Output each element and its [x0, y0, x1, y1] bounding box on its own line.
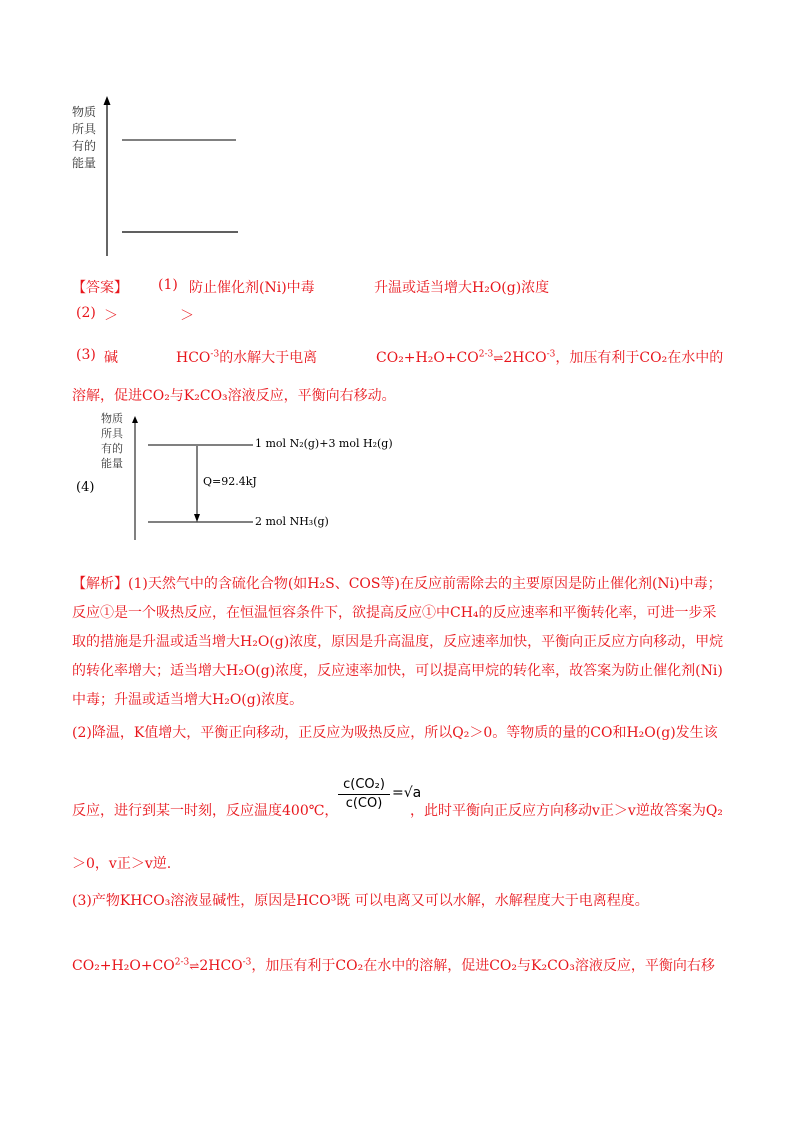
diagram2-top-label: 1 mol N₂(g)+3 mol H₂(g) — [255, 437, 393, 450]
ylabel-line: 物质 — [101, 412, 123, 425]
diagram2-ylabel — [101, 411, 123, 471]
q1-answer-b: 升温或适当增大H₂O(g)浓度 — [374, 280, 550, 296]
ylabel-line: 所具 — [72, 122, 97, 136]
ylabel-line: 所具 — [101, 427, 123, 440]
ylabel-line: 物质 — [72, 105, 97, 119]
analysis-paragraph-6: $CO_2+H_2O+CO^{2-3}\rightleftharpoons 2HCO^{-3}$，加压有利于CO₂在水中的溶解，促进CO₂与K₂CO₃溶液反应，平衡向右移 — [72, 957, 715, 974]
ratio-fraction — [338, 776, 422, 813]
fraction-numerator: c(CO₂) — [338, 776, 390, 795]
diagram1-ylabel — [72, 104, 96, 172]
q3-answer-a: 碱 — [104, 350, 118, 366]
q2-answer-a: ＞ — [104, 308, 118, 324]
fraction-denominator: c(CO) — [345, 796, 383, 811]
diagram1-axes — [100, 96, 250, 261]
q3-answer-b: $HCO^{-3}$的水解大于电离 — [176, 349, 318, 366]
analysis-paragraph-4: ＞0，v正＞v逆. — [72, 856, 172, 872]
q3-equation: $CO_2+H_2O+CO^{2-3}\rightleftharpoons 2HCO^{-3}$，加压有利于CO₂在水中的 — [376, 349, 724, 366]
answer-tag: 【答案】 — [72, 280, 128, 296]
analysis-paragraph-3b: ，此时平衡向正反应方向移动v正＞v逆故答案为Q₂ — [410, 803, 723, 819]
q2-number: (2) — [76, 305, 96, 321]
analysis-paragraph-2: (2)降温，K值增大，平衡正向移动，正反应为吸热反应，所以Q₂＞0。等物质的量的CO和H₂O(g)发生该 — [72, 725, 718, 741]
diagram2-q-label: Q=92.4kJ — [203, 475, 257, 488]
q4-number: (4) — [76, 480, 95, 495]
q3-number: (3) — [76, 347, 96, 363]
ylabel-line: 有的 — [72, 139, 97, 153]
q3-answer-line2: 溶解，促进CO₂与K₂CO₃溶液反应，平衡向右移动。 — [72, 388, 396, 404]
ylabel-line: 有的 — [101, 442, 123, 455]
analysis-paragraph-1: 【解析】(1)天然气中的含硫化合物(如H₂S、COS等)在反应前需除去的主要原因是防止催化剂(Ni)中毒；反应①是一个吸热反应，在恒温恒容条件下，欲提高反应①中CH₄的反应速率和平衡转化率，可进一步采取的措施是升温或适当增大H₂O(g)浓度，原因是升高温度，反应速率加快，平衡向正反应方向移动，甲烷的转化率增大；适当增大H₂O(g)浓度，反应速率加快，可以提高甲烷的转化率，故答案为防止催化剂(Ni)中毒；升温或适当增大H₂O(g)浓度。 — [72, 576, 724, 708]
q1-answer-a: 防止催化剂(Ni)中毒 — [189, 280, 315, 296]
ylabel-line: 能量 — [72, 156, 97, 170]
q2-answer-b: ＞ — [180, 308, 194, 324]
diagram2-bottom-label: 2 mol NH₃(g) — [255, 515, 329, 528]
q1-number: (1) — [158, 277, 178, 293]
analysis-paragraph-5: (3)产物KHCO₃溶液显碱性，原因是HCO³既 可以电离又可以水解，水解程度大于电离程度。 — [72, 893, 649, 909]
ylabel-line: 能量 — [101, 457, 123, 470]
fraction-rhs: =√a — [392, 785, 422, 801]
analysis-paragraph-3a: 反应，进行到某一时刻，反应温度400℃， — [72, 803, 339, 819]
